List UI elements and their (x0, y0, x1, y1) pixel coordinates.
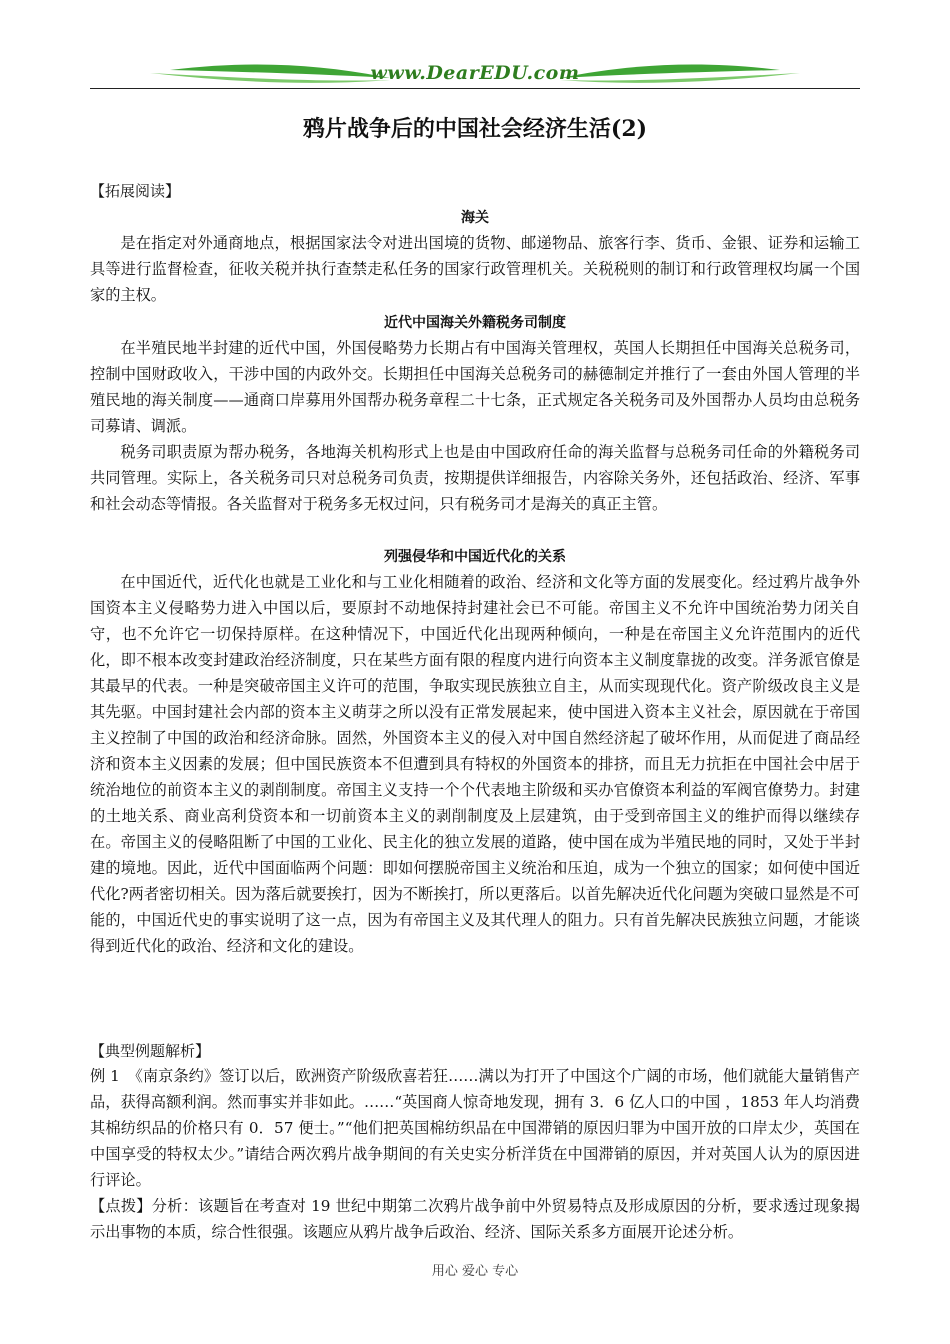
examples-section-label: 【典型例题解析】 (90, 1042, 211, 1060)
header-divider (90, 88, 860, 89)
heading-tax-commissioner: 近代中国海关外籍税务司制度 (384, 315, 566, 331)
paragraph-modernization: 在中国近代，近代化也就是工业化和与工业化相随着的政治、经济和文化等方面的发展变化。经过鸦片战争外国资本主义侵略势力进入中国以后，要原封不动地保持封建社会已不可能。帝国主义不允许中国统治势力闭关自守，也不允许它一切保持原样。在这种情况下，中国近代化出现两种倾向，一种是在帝国主义允许范围内的近代化，即不根本改变封建政治经济制度，只在某些方面有限的程度内进行向资本主义制度靠拢的改变。洋务派官僚是其最早的代表。一种是突破帝国主义许可的范围，争取实现民族独立自主，从而实现现代化。资产阶级改良主义是其先驱。中国封建社会内部的资本主义萌芽之所以没有正常发展起来，使中国进入资本主义社会，原因就在于帝国主义控制了中国的政治和经济命脉。固然，外国资本主义的侵入对中国自然经济起了破坏作用，从而促进了商品经济和资本主义因素的发展；但中国民族资本不但遭到具有特权的外国资本的排挤，而且无力抗拒在中国社会中居于统治地位的前资本主义的剥削制度。帝国主义支持一个个代表地主阶级和买办官僚资本利益的军阀官僚势力。封建的土地关系、商业高利贷资本和一切前资本主义的剥削制度及上层建筑，由于受到帝国主义的维护而得以继续存在。帝国主义的侵略阻断了中国的工业化、民主化的独立发展的道路，使中国在成为半殖民地的同时，又处于半封建的境地。因此，近代中国面临两个问题：即如何摆脱帝国主义统治和压迫，成为一个独立的国家；如何使中国近代化?两者密切相关。因为落后就要挨打，因为不断挨打，所以更落后。以首先解决近代化问题为突破口显然是不可能的，中国近代史的事实说明了这一点，因为有帝国主义及其代理人的阻力。只有首先解决民族独立问题，才能谈得到近代化的政治、经济和文化的建设。 (90, 573, 860, 955)
page-footer: 用心 爱心 专心 (431, 1264, 519, 1279)
reading-section-label: 【拓展阅读】 (90, 182, 181, 200)
site-header (90, 58, 860, 92)
site-brand[interactable]: www.DearEDU.com (370, 62, 580, 84)
heading-modernization: 列强侵华和中国近代化的关系 (384, 549, 566, 565)
page-title: 鸦片战争后的中国社会经济生活(2) (302, 116, 648, 142)
example-1: 例 1 《南京条约》签订以后，欧洲资产阶级欣喜若狂……满以为打开了中国这个广阔的市场，他们就能大量销售产品，获得高额利润。然而事实并非如此。……“英国商人惊奇地发现，拥有 3．6 亿人口的中国 ，1853 年人均消费其棉纺织品的价格只有 0．57 便士。”“他们把英国棉纺织品在中国滞销的原因归罪为中国开放的口岸太少，英国在中国享受的特权太少。”请结合两次鸦片战争期间的有关史实分析洋货在中国滞销的原因，并对英国人认为的原因进行评论。 (90, 1067, 860, 1189)
paragraph-tax-commissioner-1: 在半殖民地半封建的近代中国，外国侵略势力长期占有中国海关管理权，英国人长期担任中国海关总税务司，控制中国财政收入，干涉中国的内政外交。长期担任中国海关总税务司的赫德制定并推行了一套由外国人管理的半殖民地的海关制度——通商口岸募用外国帮办税务章程二十七条，正式规定各关税务司及外国帮办人员均由总税务司募请、调派。 (90, 339, 860, 435)
paragraph-tax-commissioner-2: 税务司职责原为帮办税务，各地海关机构形式上也是由中国政府任命的海关监督与总税务司任命的外籍税务司共同管理。实际上，各关税务司只对总税务司负责，按期提供详细报告，内容除关务外，还包括政治、经济、军事和社会动态等情报。各关监督对于税务多无权过问，只有税务司才是海关的真正主管。 (90, 443, 860, 513)
example-1-hint: 【点拨】分析：该题旨在考查对 19 世纪中期第二次鸦片战争前中外贸易特点及形成原因的分析，要求透过现象揭示出事物的本质，综合性很强。该题应从鸦片战争后政治、经济、国际关系多方面展开论述分析。 (90, 1197, 860, 1241)
heading-customs: 海关 (461, 210, 489, 226)
paragraph-customs: 是在指定对外通商地点，根据国家法令对进出国境的货物、邮递物品、旅客行李、货币、金银、证券和运输工具等进行监督检查，征收关税并执行查禁走私任务的国家行政管理机关。关税税则的制订和行政管理权均属一个国家的主权。 (90, 234, 860, 304)
